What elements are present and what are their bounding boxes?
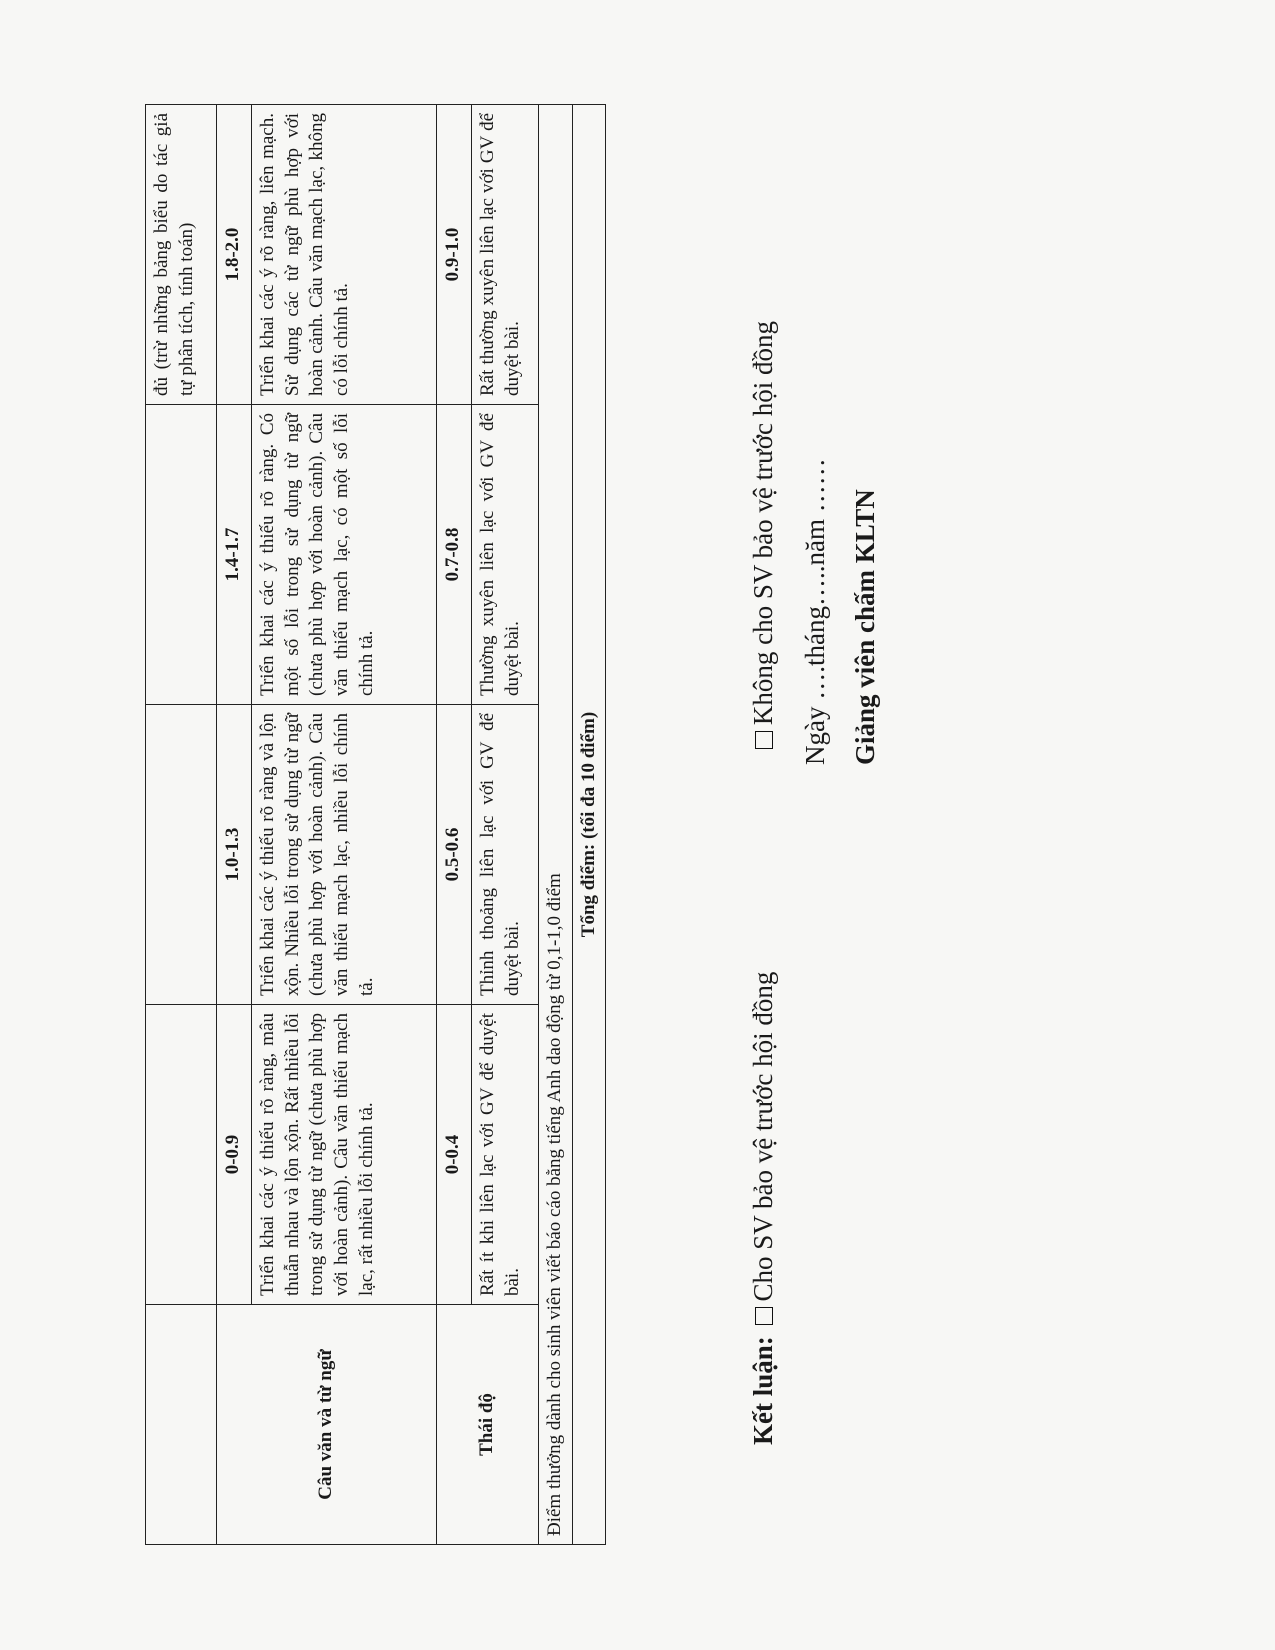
table-cell xyxy=(146,1005,217,1305)
score-range: 0.5-0.6 xyxy=(437,705,472,1005)
rotated-page xyxy=(0,55,1275,1595)
table-cell xyxy=(146,1305,217,1545)
bonus-note: Điểm thưởng dành cho sinh viên viết báo cáo bằng tiếng Anh dao động từ 0,1-1,0 điểm xyxy=(539,105,573,1545)
description-cell: Rất ít khi liên lạc với GV để duyệt bài. xyxy=(472,1005,539,1305)
grading-rubric-table xyxy=(145,104,606,1545)
score-range: 0-0.4 xyxy=(437,1005,472,1305)
table-row-total xyxy=(572,105,606,1545)
score-range: 0.9-1.0 xyxy=(437,105,472,405)
criterion-attitude: Thái độ xyxy=(437,1305,539,1545)
table-cell xyxy=(146,705,217,1005)
description-cell: Triển khai các ý thiếu rõ ràng. Có một số lỗi trong sử dụng từ ngữ (chưa phù hợp với hoàn cảnh). Câu văn thiếu mạch lạc, có một số lỗi chính tả. xyxy=(252,405,437,705)
score-range: 0-0.9 xyxy=(217,1005,252,1305)
description-cell: Triển khai các ý thiếu rõ ràng, mâu thuẫn nhau và lộn xộn. Rất nhiều lỗi trong sử dụng từ ngữ (chưa phù hợp với hoàn cảnh). Câu văn thiếu mạch lạc, rất nhiều lỗi chính tả. xyxy=(252,1005,437,1305)
option-allow-label: Cho SV bảo vệ trước hội đồng xyxy=(748,971,778,1302)
checkbox-allow[interactable] xyxy=(755,1307,773,1325)
table-row-language-scores xyxy=(217,105,252,1545)
option-deny-label: Không cho SV bảo vệ trước hội đồng xyxy=(748,320,778,726)
conclusion-line xyxy=(748,321,779,1445)
score-range: 1.0-1.3 xyxy=(217,705,252,1005)
description-cell: Rất thường xuyên liên lạc với GV để duyệt bài. xyxy=(472,105,539,405)
conclusion-label: Kết luận: xyxy=(748,1336,778,1445)
table-cell xyxy=(146,405,217,705)
table-cell-top-last: đủ (trừ những bảng biểu do tác giả tự phân tích, tính toán) xyxy=(146,105,217,405)
total-score: Tổng điểm: (tối đa 10 điểm) xyxy=(572,105,606,1545)
table-row-bonus xyxy=(539,105,573,1545)
table-row-attitude-scores xyxy=(437,105,472,1545)
score-range: 1.4-1.7 xyxy=(217,405,252,705)
description-cell: Thỉnh thoảng liên lạc với GV để duyệt bài. xyxy=(472,705,539,1005)
checkbox-deny[interactable] xyxy=(755,731,773,749)
criterion-language: Câu văn và từ ngữ xyxy=(217,1305,437,1545)
description-cell: Thường xuyên liên lạc với GV để duyệt bài. xyxy=(472,405,539,705)
table-row-top xyxy=(146,105,217,1545)
description-cell: Triển khai các ý rõ ràng, liên mạch. Sử dụng các từ ngữ phù hợp với hoàn cảnh. Câu văn mạch lạc, không có lỗi chính tả. xyxy=(252,105,437,405)
score-range: 0.7-0.8 xyxy=(437,405,472,705)
signer-title: Giảng viên chấm KLTN xyxy=(850,489,880,765)
description-cell: Triển khai các ý thiếu rõ ràng và lộn xộn. Nhiều lỗi trong sử dụng từ ngữ (chưa phù hợp với hoàn cảnh). Câu văn thiếu mạch lạc, nhiều lỗi chính tả. xyxy=(252,705,437,1005)
date-line: Ngày ….tháng…..năm …… xyxy=(800,458,830,765)
score-range: 1.8-2.0 xyxy=(217,105,252,405)
